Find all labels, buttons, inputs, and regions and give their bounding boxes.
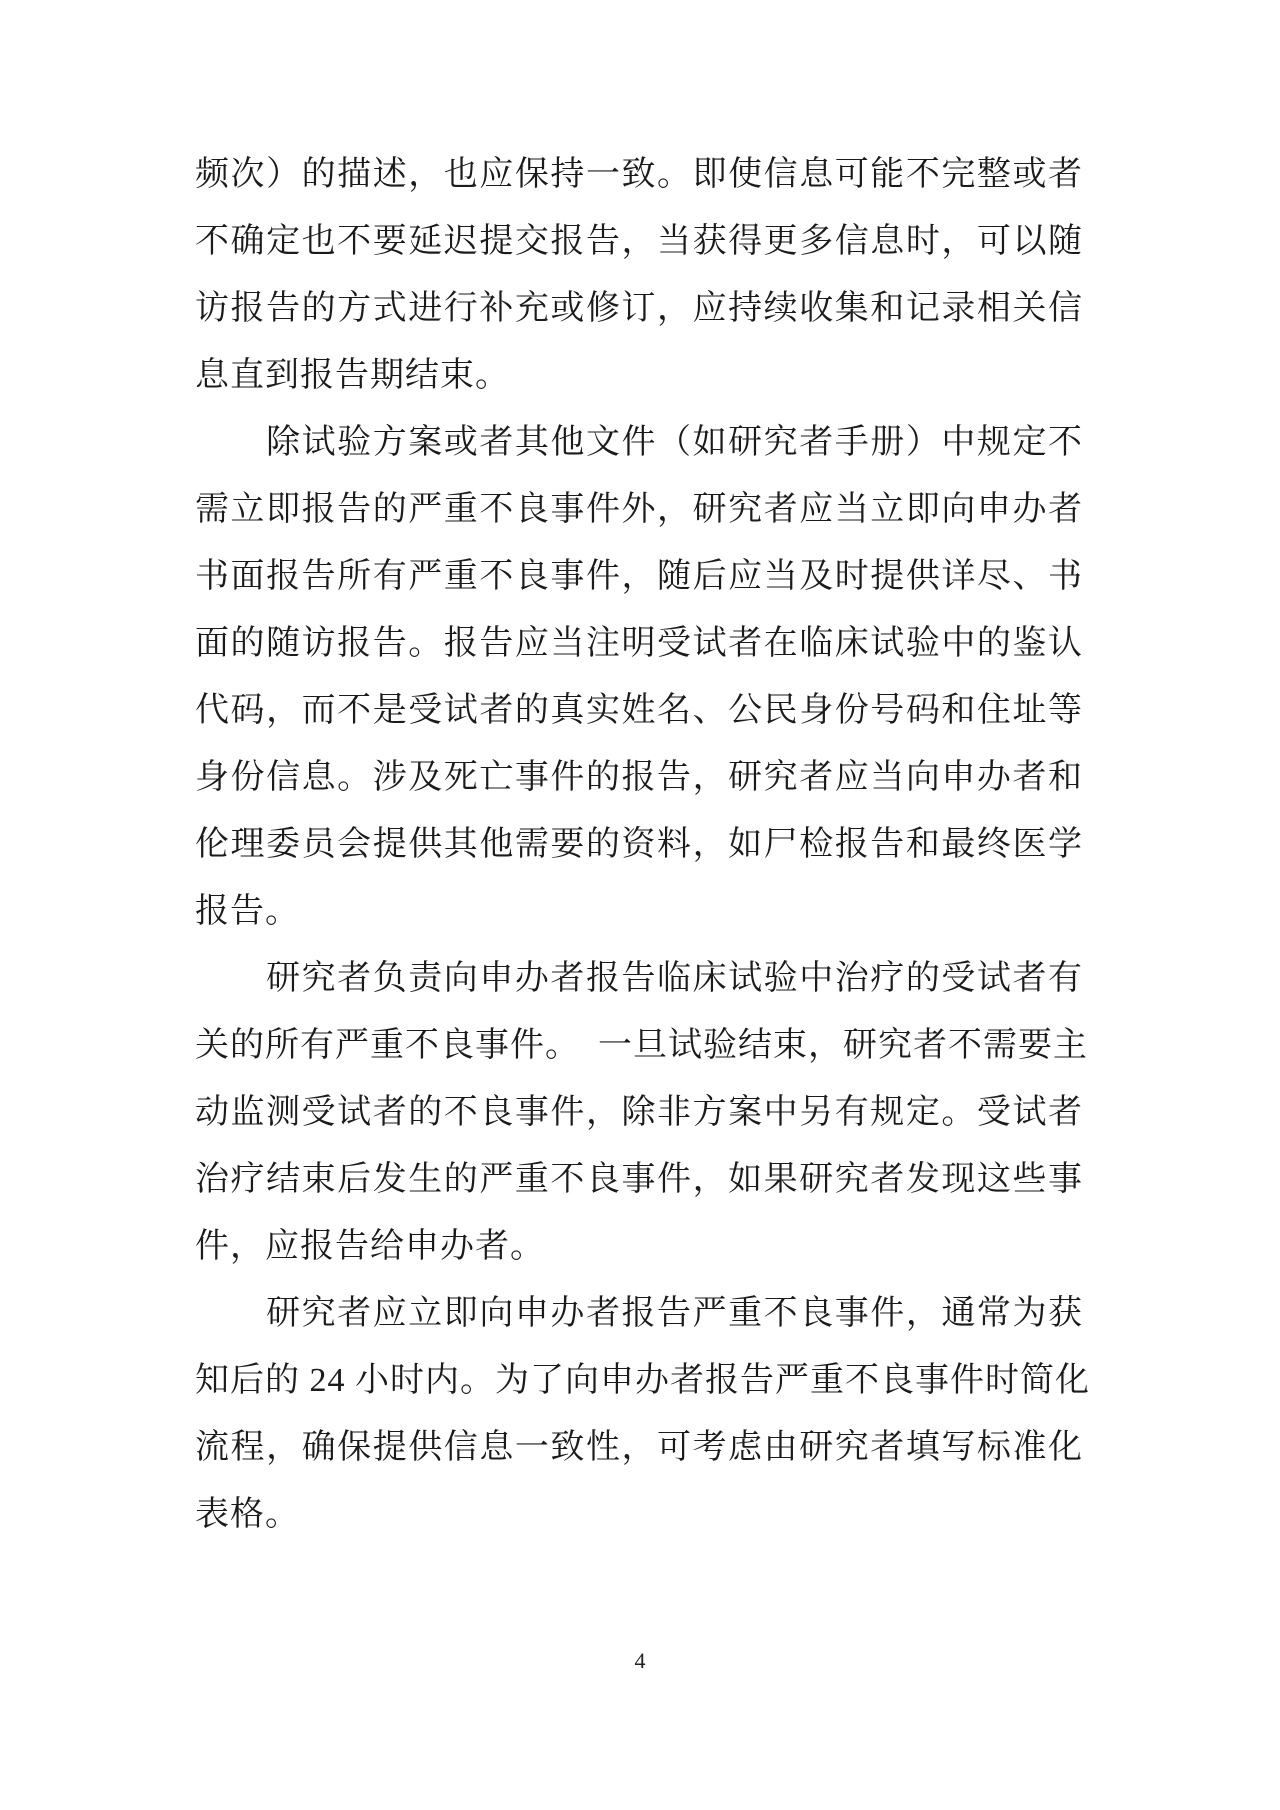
text-line: 书面报告所有严重不良事件，随后应当及时提供详尽、书 xyxy=(195,558,1083,595)
text-line: 关的所有严重不良事件。 一旦试验结束，研究者不需要主 xyxy=(195,1027,1088,1064)
text-line: 研究者应立即向申办者报告严重不良事件，通常为获 xyxy=(195,1295,1083,1332)
text-line: 治疗结束后发生的严重不良事件，如果研究者发现这些事 xyxy=(195,1161,1083,1198)
text-line: 研究者负责向申办者报告临床试验中治疗的受试者有 xyxy=(195,960,1083,997)
text-line: 息直到报告期结束。 xyxy=(195,357,510,394)
text-line: 频次）的描述，也应保持一致。即使信息可能不完整或者 xyxy=(195,156,1083,193)
text-line: 知后的 24 小时内。为了向申办者报告严重不良事件时简化 xyxy=(195,1362,1090,1399)
text-line: 面的随访报告。报告应当注明受试者在临床试验中的鉴认 xyxy=(195,625,1083,662)
text-line: 除试验方案或者其他文件（如研究者手册）中规定不 xyxy=(195,424,1083,461)
body-text xyxy=(195,141,1090,1548)
text-line: 代码，而不是受试者的真实姓名、公民身份号码和住址等 xyxy=(195,692,1083,729)
text-line: 访报告的方式进行补充或修订，应持续收集和记录相关信 xyxy=(195,290,1083,327)
page-number: 4 xyxy=(634,1648,646,1673)
text-line: 动监测受试者的不良事件，除非方案中另有规定。受试者 xyxy=(195,1094,1083,1131)
text-line: 需立即报告的严重不良事件外，研究者应当立即向申办者 xyxy=(195,491,1083,528)
text-line: 报告。 xyxy=(195,893,300,930)
text-line: 不确定也不要延迟提交报告，当获得更多信息时，可以随 xyxy=(195,223,1083,260)
text-line: 身份信息。涉及死亡事件的报告，研究者应当向申办者和 xyxy=(195,759,1083,796)
text-line: 流程，确保提供信息一致性，可考虑由研究者填写标准化 xyxy=(195,1429,1083,1466)
text-line: 表格。 xyxy=(195,1496,300,1533)
text-line: 件，应报告给申办者。 xyxy=(195,1228,545,1265)
text-line: 伦理委员会提供其他需要的资料，如尸检报告和最终医学 xyxy=(195,826,1083,863)
